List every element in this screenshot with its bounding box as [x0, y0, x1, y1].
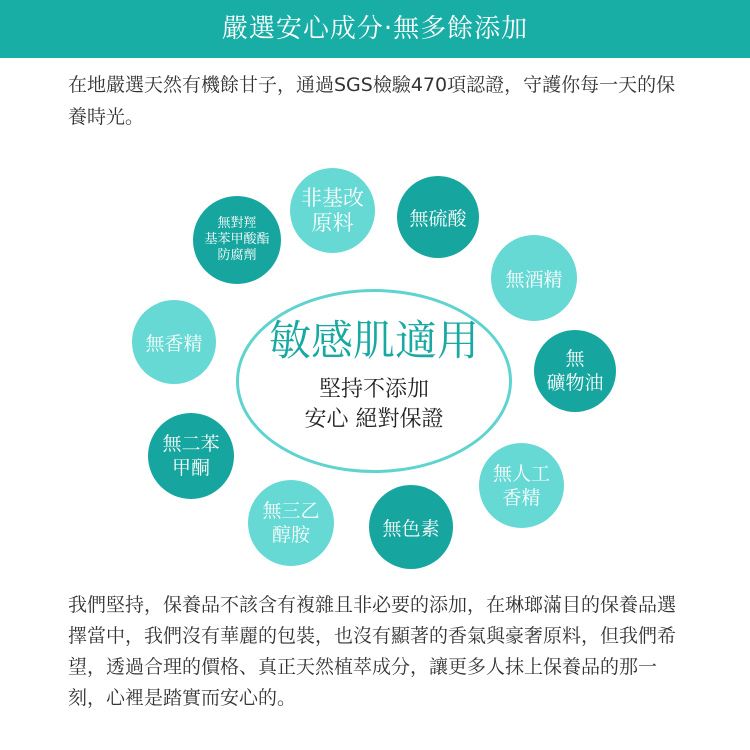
bubble-no-alcohol [491, 235, 577, 321]
bubble-no-colorant-label: 無色素 [382, 517, 440, 540]
bubble-no-mineral-oil-label: 無 礦物油 [546, 348, 604, 394]
center-title: 敏感肌適用 [268, 316, 479, 365]
outro-paragraph: 我們堅持，保養品不該含有複雜且非必要的添加，在琳瑯滿目的保養品選擇當中，我們沒有華麗的包裝，也沒有顯著的香氣與豪奢原料，但我們希望，透過合理的價格、真正天然植萃成分，讓更多人抹上保養品的那一刻，心裡是踏實而安心的。 [68, 594, 677, 709]
bubble-no-colorant [369, 485, 453, 569]
bubble-no-sulfate [397, 176, 479, 258]
banner-title: 嚴選安心成分‧無多餘添加 [221, 14, 529, 44]
center-line-1: 堅持不添加 [318, 377, 429, 402]
bubble-non-gmo [290, 168, 375, 253]
bubble-no-benzophenone-label: 無二苯 甲酮 [162, 433, 220, 479]
bubble-no-benzophenone [148, 413, 234, 499]
bubble-no-fragrance [132, 300, 216, 384]
bubble-no-sulfate-label: 無硫酸 [409, 207, 467, 230]
bubble-no-mineral-oil [534, 330, 616, 412]
center-line-2: 安心 絕對保證 [304, 407, 444, 432]
page-banner [0, 0, 750, 58]
bubble-non-gmo-label: 非基改 原料 [301, 185, 364, 235]
bubble-no-triethanolamine [248, 480, 334, 566]
bubble-no-alcohol-label: 無酒精 [505, 268, 563, 291]
bubble-no-fragrance-label: 無香精 [145, 332, 203, 355]
bubble-no-paraben [193, 196, 281, 284]
bubble-no-triethanolamine-label: 無三乙 醇胺 [262, 500, 320, 546]
intro-paragraph: 在地嚴選天然有機餘甘子，通過SGS檢驗470項認證，守護你每一天的保養時光。 [68, 74, 676, 128]
bubble-no-artificial-fragrance-label: 無人工 香精 [492, 462, 550, 509]
sensitive-skin-oval [236, 289, 512, 473]
bubble-no-paraben-label: 無對羥 基苯甲酸酯 防腐劑 [204, 216, 270, 263]
bubble-no-artificial-fragrance [479, 443, 564, 528]
